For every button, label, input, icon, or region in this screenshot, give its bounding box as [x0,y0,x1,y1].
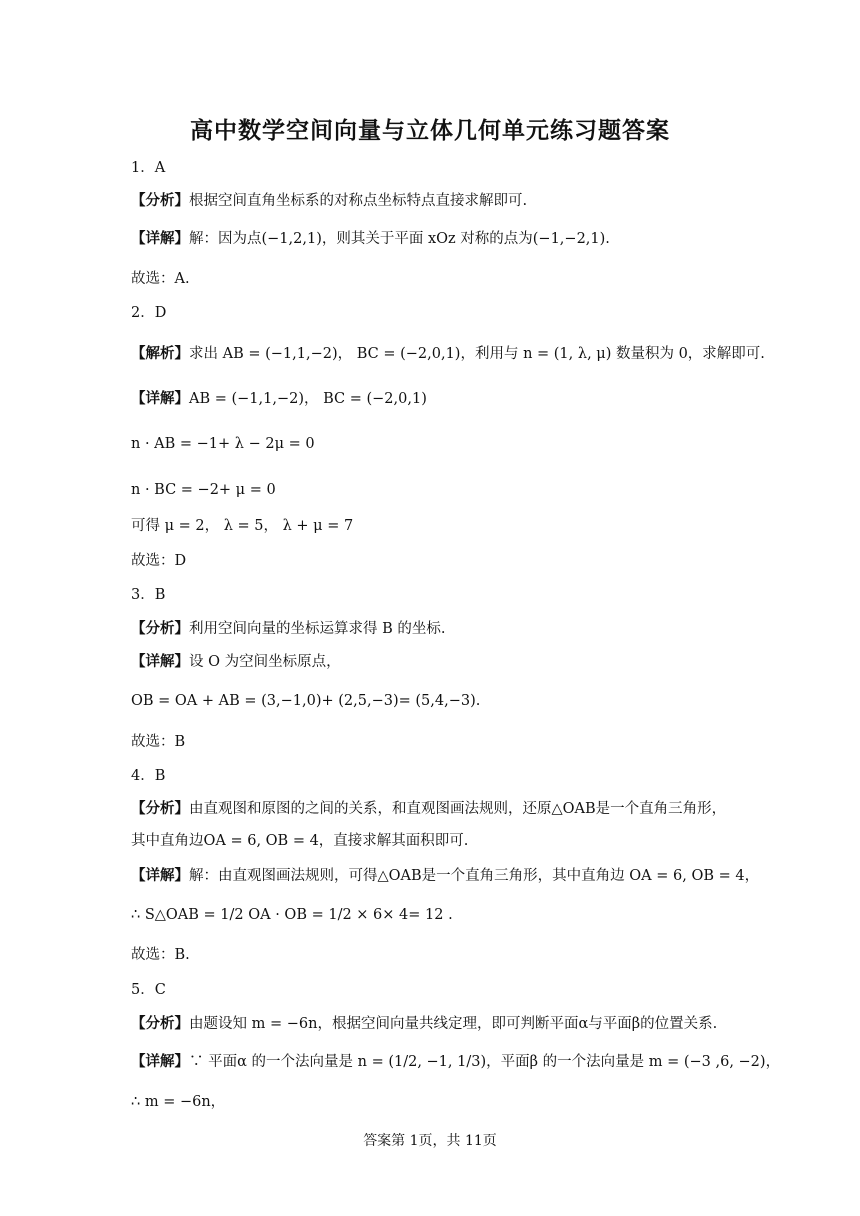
q5-detail-text: ∵ 平面α 的一个法向量是 n = (1/2, −1, 1/3)，平面β 的一个法向量是 m = (−3 ,6, −2)， [189,1054,781,1070]
q4-detail-tag: 【详解】 [131,867,189,884]
q1-detail-text: 解：因为点(−1,2,1)，则其关于平面 xOz 对称的点为(−1,−2,1). [189,231,610,247]
q1-analysis-tag: 【分析】 [131,192,189,209]
q2-detail-text: AB = (−1,1,−2)， BC = (−2,0,1) [189,391,427,407]
q4-analysis-line-2: 其中直角边OA = 6, OB = 4，直接求解其面积即可. [131,833,469,849]
q1-detail [131,229,610,249]
q4-analysis-tag: 【分析】 [131,800,189,817]
q3-detail [131,652,341,672]
q2-result: 可得 μ = 2， λ = 5， λ + μ = 7 [131,518,354,534]
q4-detail [131,866,759,886]
q4-number: 4．B [131,768,166,784]
q2-choice: 故选：D [131,553,187,569]
q3-number: 3．B [131,587,166,603]
q4-choice: 故选：B. [131,947,190,963]
q2-equation-2: n · BC = −2+ μ = 0 [131,482,276,498]
q4-analysis-text-1: 由直观图和原图的之间的关系，和直观图画法规则，还原△OAB是一个直角三角形， [189,801,727,817]
q5-analysis-tag: 【分析】 [131,1015,189,1032]
q2-equation-1: n · AB = −1+ λ − 2μ = 0 [131,436,315,452]
q5-analysis [131,1014,717,1034]
q2-analysis-text: 求出 AB = (−1,1,−2)， BC = (−2,0,1)，利用与 n = (1, λ, μ) 数量积为 0，求解即可. [189,346,765,362]
q1-analysis-text: 根据空间直角坐标系的对称点坐标特点直接求解即可. [189,193,528,209]
q4-analysis [131,799,726,819]
q3-equation: OB = OA + AB = (3,−1,0)+ (2,5,−3)= (5,4,−3). [131,693,481,709]
q2-detail-tag: 【详解】 [131,390,189,407]
q5-conclusion: ∴ m = −6n， [131,1094,226,1110]
q2-analysis [131,344,765,364]
q1-number: 1．A [131,160,166,176]
q2-detail [131,389,427,409]
q3-detail-tag: 【详解】 [131,653,189,670]
q5-analysis-text: 由题设知 m = −6n，根据空间向量共线定理，即可判断平面α与平面β的位置关系. [189,1016,718,1032]
q3-analysis [131,619,445,639]
q5-detail [131,1052,780,1072]
page-title: 高中数学空间向量与立体几何单元练习题答案 [190,118,670,144]
q2-number: 2．D [131,305,167,321]
q5-number: 5．C [131,982,166,998]
q4-equation: ∴ S△OAB = 1/2 OA · OB = 1/2 × 6× 4= 12 . [131,907,453,923]
q3-analysis-tag: 【分析】 [131,620,189,637]
page-footer: 答案第 1页，共 11页 [363,1133,497,1149]
q2-analysis-tag: 【解析】 [131,345,189,362]
q5-detail-tag: 【详解】 [131,1053,189,1070]
q4-detail-text: 解：由直观图画法规则，可得△OAB是一个直角三角形，其中直角边 OA = 6, OB = 4， [189,868,760,884]
q3-choice: 故选：B [131,734,186,750]
q1-choice: 故选：A. [131,271,190,287]
q1-analysis [131,191,527,211]
q1-detail-tag: 【详解】 [131,230,189,247]
q3-analysis-text: 利用空间向量的坐标运算求得 B 的坐标. [189,621,446,637]
q3-detail-text: 设 O 为空间坐标原点， [189,654,341,670]
